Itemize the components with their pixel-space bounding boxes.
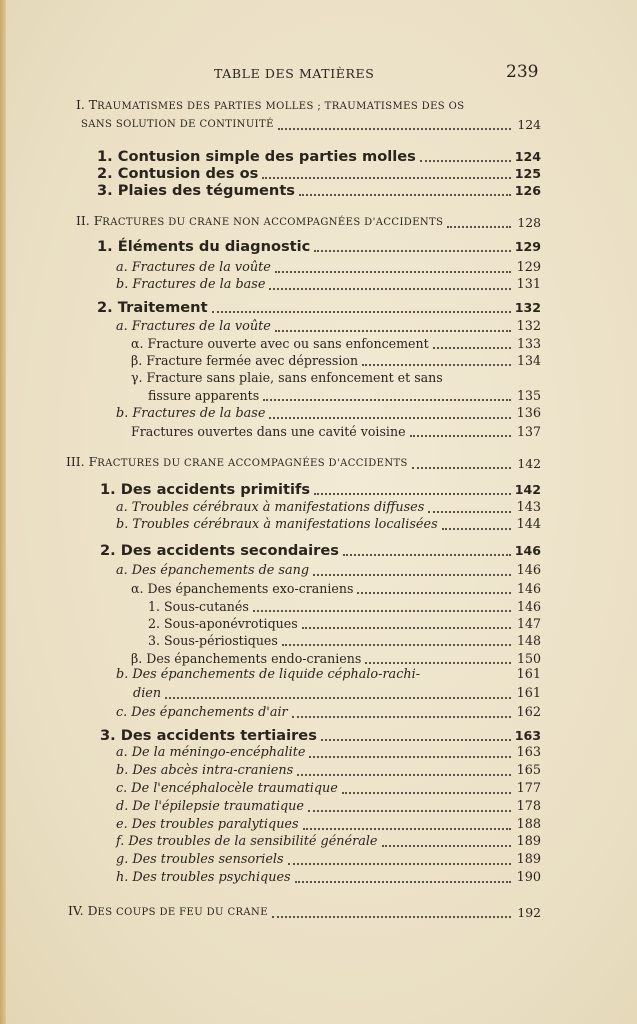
toc-section-heading: II. FRACTURES DU CRANE NON ACCOMPAGNÉES D'ACCIDENTS 128 (76, 213, 541, 230)
toc-entry: 3. Plaies des téguments 126 (97, 182, 541, 199)
toc-entry: b. Troubles cérébraux à manifestations localisées 144 (116, 517, 541, 532)
toc-entry: 3. Sous-périostiques 148 (148, 633, 541, 648)
toc-entry: c. De l'encéphalocèle traumatique 177 (116, 781, 541, 796)
toc-entry: g. Des troubles sensoriels 189 (116, 852, 541, 867)
toc-entry: 2. Sous-aponévrotiques 147 (148, 616, 541, 631)
toc-entry: 1. Contusion simple des parties molles 124 (97, 148, 541, 165)
toc-section-heading: I. TRAUMATISMES DES PARTIES MOLLES ; TRAUMATISMES DES OS (76, 97, 465, 112)
toc-entry: h. Des troubles psychiques 190 (116, 870, 541, 885)
toc-entry: b. Fractures de la base 131 (116, 277, 541, 292)
toc-section-heading: III. FRACTURES DU CRANE ACCOMPAGNÉES D'ACCIDENTS 142 (66, 454, 541, 471)
toc-entry: b. Des abcès intra-craniens 165 (116, 763, 541, 778)
toc-entry: γ. Fracture sans plaie, sans enfoncement et sans (131, 370, 443, 385)
toc-entry: 1. Éléments du diagnostic 129 (97, 238, 541, 255)
toc-entry: Fractures ouvertes dans une cavité voisine 137 (131, 424, 541, 439)
toc-entry: β. Fracture fermée avec dépression 134 (131, 353, 541, 368)
toc-entry: a. De la méningo-encéphalite 163 (116, 745, 541, 760)
toc-entry: c. Des épanchements d'air 162 (116, 705, 541, 720)
toc-entry: f. Des troubles de la sensibilité générale 189 (116, 834, 541, 849)
toc-entry: a. Fractures de la voûte 132 (116, 319, 541, 334)
toc-section-heading: IV. DES COUPS DE FEU DU CRANE 192 (68, 903, 541, 920)
toc-entry: d. De l'épilepsie traumatique 178 (116, 799, 541, 814)
toc-entry: a. Des épanchements de sang 146 (116, 563, 541, 578)
toc-entry: 1. Des accidents primitifs 142 (100, 481, 541, 498)
running-title: TABLE DES MATIÈRES (214, 66, 375, 81)
page-number: 239 (506, 62, 539, 82)
toc-entry: α. Fracture ouverte avec ou sans enfoncement 133 (131, 336, 541, 351)
toc-entry: 3. Des accidents tertiaires 163 (100, 727, 541, 744)
toc-entry: 1. Sous-cutanés 146 (148, 599, 541, 614)
toc-entry: b. Fractures de la base 136 (116, 406, 541, 421)
toc-entry: 2. Traitement 132 (97, 299, 541, 316)
toc-entry: a. Troubles cérébraux à manifestations diffuses 143 (116, 500, 541, 515)
toc-entry: dien 161 (133, 686, 541, 701)
toc-entry: β. Des épanchements endo-craniens 150 (131, 651, 541, 666)
page-header (0, 62, 637, 86)
toc-entry: SANS SOLUTION DE CONTINUITÉ 124 (81, 117, 541, 132)
toc-entry: α. Des épanchements exo-craniens 146 (131, 581, 541, 596)
toc-entry: b. Des épanchements de liquide céphalo-rachi- 161 (116, 667, 541, 682)
toc-entry: 2. Des accidents secondaires 146 (100, 542, 541, 559)
toc-entry: a. Fractures de la voûte 129 (116, 260, 541, 275)
toc-entry: fissure apparents 135 (148, 388, 541, 403)
toc-entry: e. Des troubles paralytiques 188 (116, 817, 541, 832)
toc-entry: 2. Contusion des os 125 (97, 165, 541, 182)
